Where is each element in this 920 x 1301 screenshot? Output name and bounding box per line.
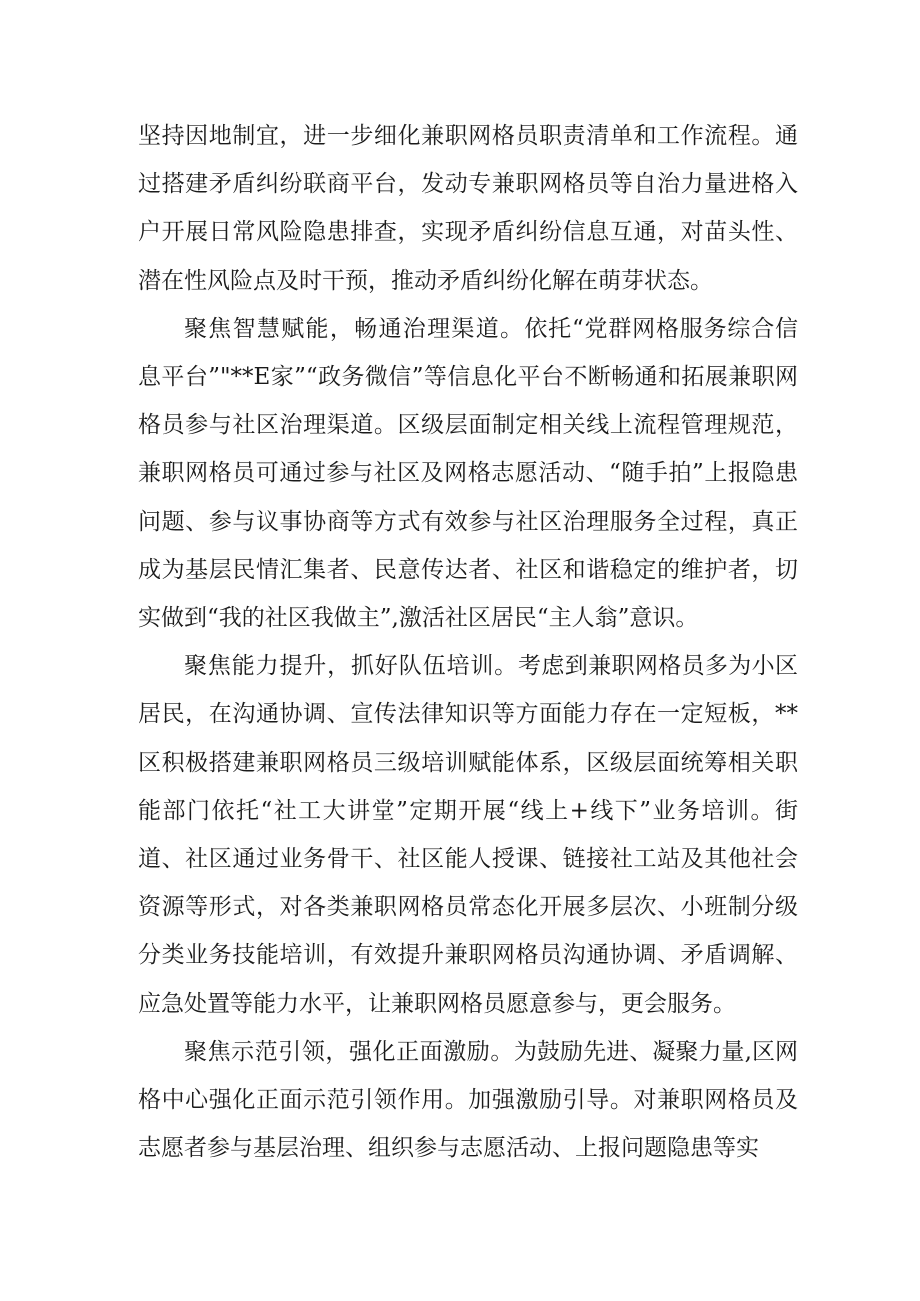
paragraph-2-heading: 聚焦智慧赋能，畅通治理渠道。 [184, 315, 525, 342]
paragraph-1 [138, 112, 798, 305]
paragraph-4-heading: 聚焦示范引领，强化正面激励。 [184, 1038, 514, 1065]
paragraph-3-heading: 聚焦能力提升，抓好队伍培训。 [184, 653, 519, 680]
paragraph-3 [138, 642, 798, 1028]
paragraph-2 [138, 305, 798, 642]
paragraph-4-text: 为鼓励先进、凝聚力量,区网格中心强化正面示范引领作用。加强激励引导。对兼职网格员及志愿者参与基层治理、组织参与志愿活动、上报问题隐患等实 [138, 1038, 799, 1162]
document-body [138, 112, 798, 1172]
paragraph-4 [138, 1028, 798, 1173]
paragraph-1-text: 坚持因地制宜，进一步细化兼职网格员职责清单和工作流程。通过搭建矛盾纠纷联商平台，发动专兼职网格员等自治力量进格入户开展日常风险隐患排查，实现矛盾纠纷信息互通，对苗头性、潜在性风险点及时干预，推动矛盾纠纷化解在萌芽状态。 [138, 123, 798, 294]
paragraph-3-text: 考虑到兼职网格员多为小区居民，在沟通协调、宣传法律知识等方面能力存在一定短板，**区积极搭建兼职网格员三级培训赋能体系，区级层面统筹相关职能部门依托“社工大讲堂”定期开展“线上+线下”业务培训。街道、社区通过业务骨干、社区能人授课、链接社工站及其他社会资源等形式，对各类兼职网格员常态化开展多层次、小班制分级分类业务技能培训，有效提升兼职网格员沟通协调、矛盾调解、应急处置等能力水平，让兼职网格员愿意参与，更会服务。 [138, 653, 799, 1017]
paragraph-2-text: 依托“党群网格服务综合信息平台”"**E家”“政务微信”等信息化平台不断畅通和拓展兼职网格员参与社区治理渠道。区级层面制定相关线上流程管理规范，兼职网格员可通过参与社区及网格志愿活动、“随手拍”上报隐患问题、参与议事协商等方式有效参与社区治理服务全过程，真正成为基层民情汇集者、民意传达者、社区和谐稳定的维护者，切实做到“我的社区我做主”,激活社区居民“主人翁”意识。 [138, 315, 799, 632]
